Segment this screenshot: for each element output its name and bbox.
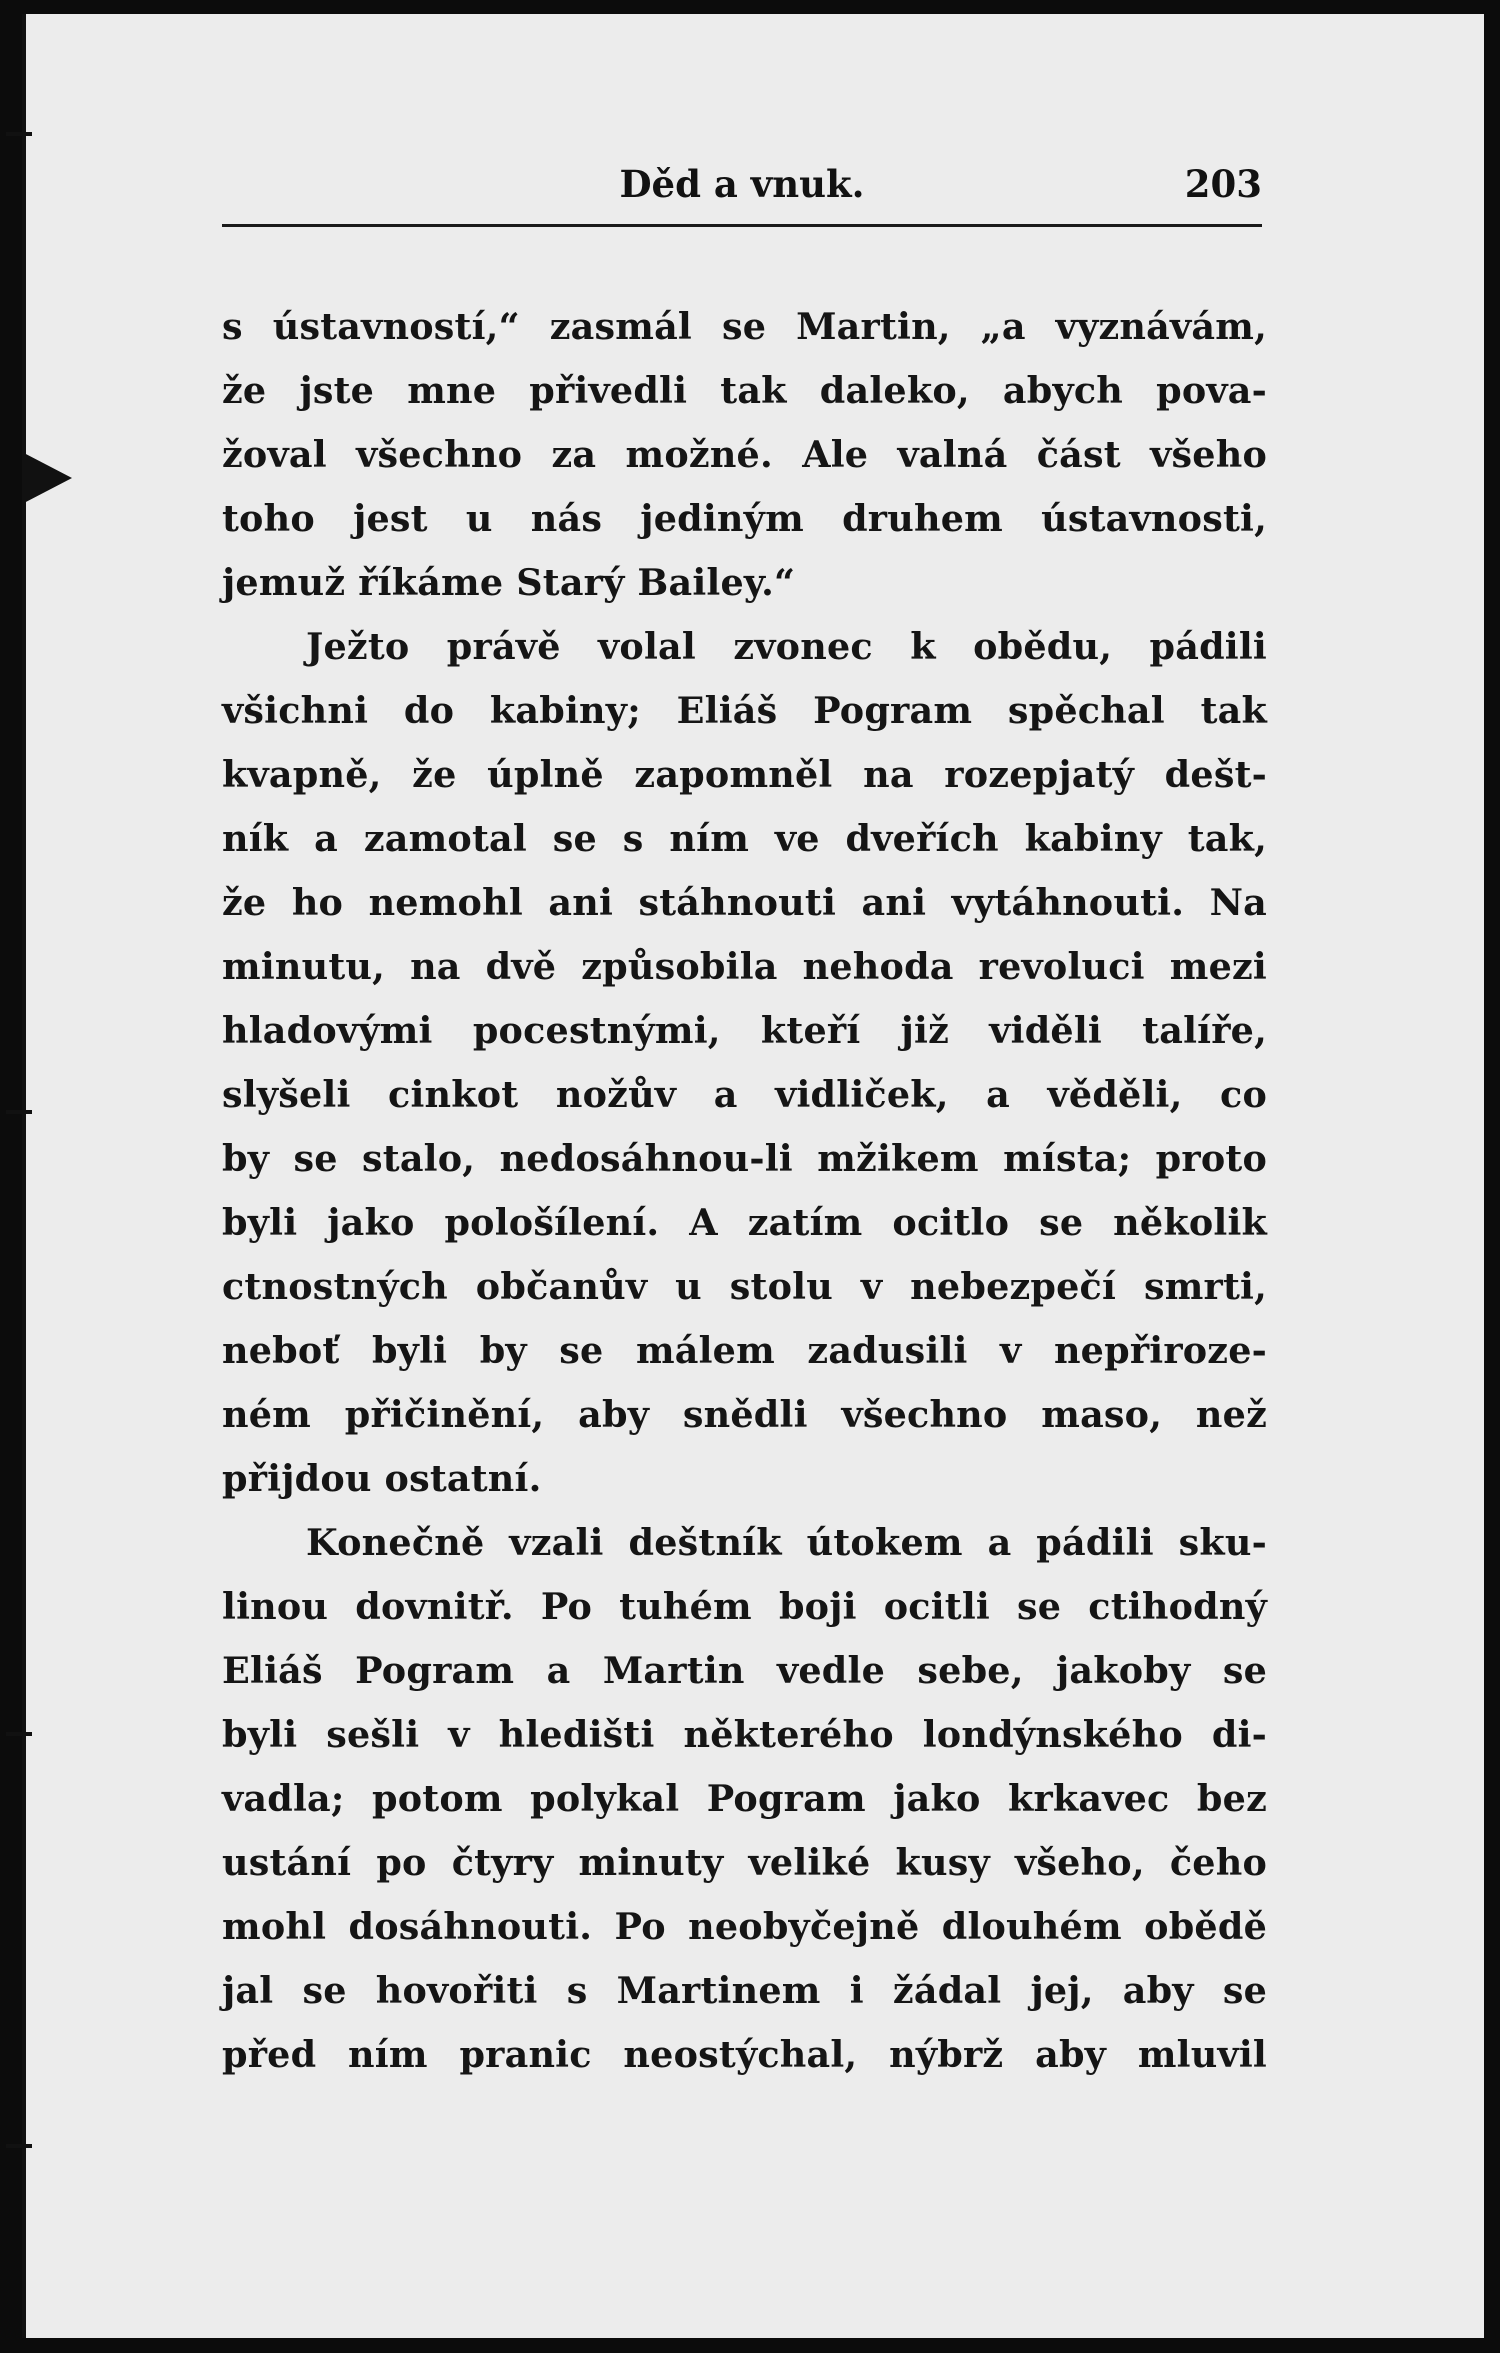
text-line: kvapně, že úplně zapomněl na rozepjatý dešt- — [222, 753, 1267, 796]
text-line: by se stalo, nedosáhnou-li mžikem místa; proto — [222, 1137, 1267, 1180]
text-line: že jste mne přivedli tak daleko, abych pova- — [222, 369, 1267, 412]
text-line: s ústavností,“ zasmál se Martin, „a vyznávám, — [222, 305, 1267, 348]
text-line: minutu, na dvě způsobila nehoda revoluci mezi — [222, 945, 1267, 988]
running-title: Děd a vnuk. — [619, 162, 865, 206]
scan-tick-mark — [6, 1732, 32, 1736]
text-line: ustání po čtyry minuty veliké kusy všeho, čeho — [222, 1841, 1267, 1884]
text-line: přijdou ostatní. — [222, 1457, 542, 1500]
text-line: všichni do kabiny; Eliáš Pogram spěchal tak — [222, 689, 1267, 732]
text-line: Konečně vzali deštník útokem a pádili sku- — [306, 1521, 1267, 1564]
text-line: Ježto právě volal zvonec k obědu, pádili — [306, 625, 1267, 668]
page-number: 203 — [1184, 162, 1262, 206]
text-line: mohl dosáhnouti. Po neobyčejně dlouhém obědě — [222, 1905, 1267, 1948]
text-line: byli sešli v hledišti některého londýnského di- — [222, 1713, 1267, 1756]
page-edge-marker — [22, 452, 72, 504]
scan-tick-mark — [6, 1110, 32, 1114]
text-line: před ním pranic neostýchal, nýbrž aby mluvil — [222, 2033, 1267, 2076]
text-line: vadla; potom polykal Pogram jako krkavec bez — [222, 1777, 1267, 1820]
text-line: ctnostných občanův u stolu v nebezpečí smrti, — [222, 1265, 1267, 1308]
running-header — [222, 162, 1262, 212]
text-line: linou dovnitř. Po tuhém boji ocitli se ctihodný — [222, 1585, 1267, 1628]
text-line: že ho nemohl ani stáhnouti ani vytáhnouti. Na — [222, 881, 1267, 924]
text-line: jal se hovořiti s Martinem i žádal jej, aby se — [222, 1969, 1267, 2012]
text-line: slyšeli cinkot nožův a vidliček, a věděli, co — [222, 1073, 1267, 1116]
text-line: žoval všechno za možné. Ale valná část všeho — [222, 433, 1267, 476]
text-line: ník a zamotal se s ním ve dveřích kabiny tak, — [222, 817, 1267, 860]
body-text — [222, 295, 1267, 2087]
text-line: hladovými pocestnými, kteří již viděli talíře, — [222, 1009, 1267, 1052]
scan-tick-mark — [6, 132, 32, 136]
text-line: jemuž říkáme Starý Bailey.“ — [222, 561, 796, 604]
text-line: Eliáš Pogram a Martin vedle sebe, jakoby se — [222, 1649, 1267, 1692]
text-line: byli jako pološílení. A zatím ocitlo se několik — [222, 1201, 1267, 1244]
text-line: ném přičinění, aby snědli všechno maso, než — [222, 1393, 1267, 1436]
text-line: toho jest u nás jediným druhem ústavnosti, — [222, 497, 1267, 540]
binding-edge — [22, 14, 26, 2338]
text-line: neboť byli by se málem zadusili v nepřiroze- — [222, 1329, 1267, 1372]
scan-tick-mark — [6, 2144, 32, 2148]
header-rule — [222, 224, 1262, 227]
